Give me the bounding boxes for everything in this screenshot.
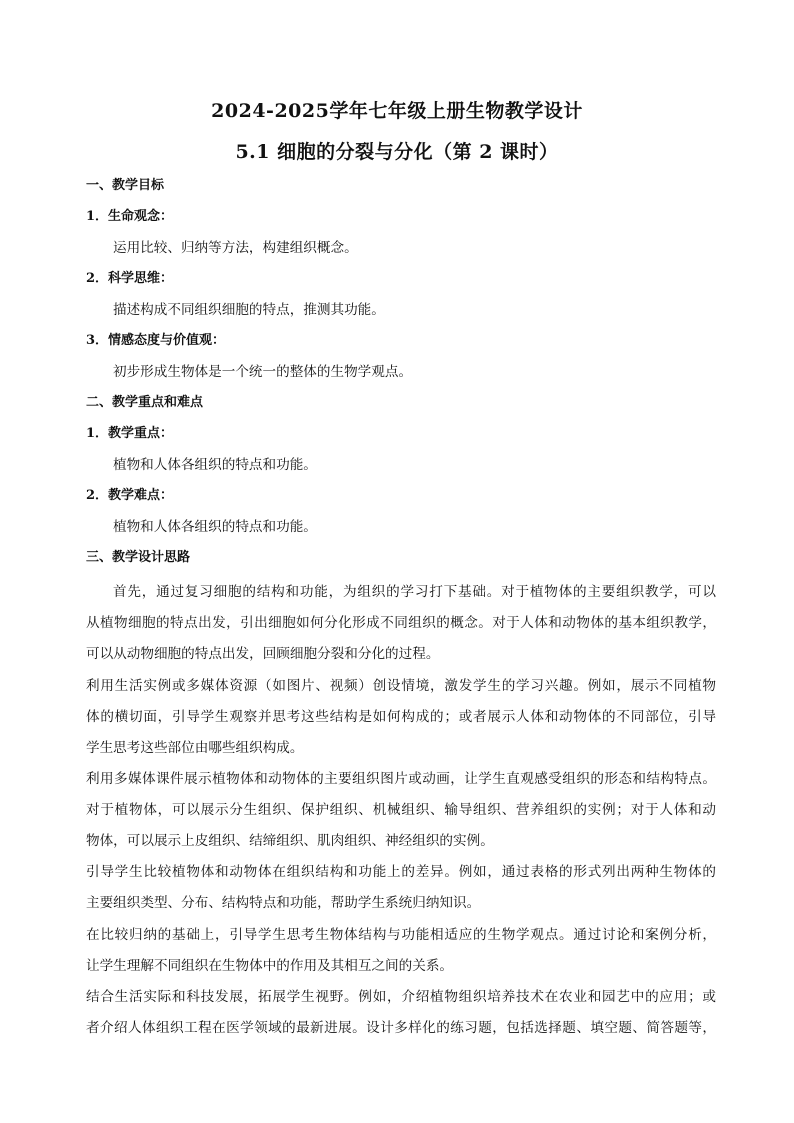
document-title: 2024-2025学年七年级上册生物教学设计	[211, 100, 583, 122]
objective-label: 1．生命观念：	[86, 209, 174, 224]
section-heading-key-points: 二、教学重点和难点	[86, 395, 204, 410]
paragraph-line: 对于植物体，可以展示分生组织、保护组织、机械组织、输导组织、营养组织的实例；对于人体和动	[86, 802, 716, 818]
lesson-title: 5.1 细胞的分裂与分化（第 2 课时）	[235, 141, 559, 163]
objective-label: 2．科学思维：	[86, 271, 174, 286]
paragraph-line: 结合生活实际和科技发展，拓展学生视野。例如，介绍植物组织培养技术在农业和园艺中的应用；或	[86, 989, 716, 1005]
paragraph-line: 让学生理解不同组织在生物体中的作用及其相互之间的关系。	[86, 958, 454, 974]
paragraph-line: 物体，可以展示上皮组织、结缔组织、肌肉组织、神经组织的实例。	[86, 833, 494, 849]
paragraph-line: 者介绍人体组织工程在医学领域的最新进展。设计多样化的练习题，包括选择题、填空题、简答题等，	[86, 1020, 716, 1036]
key-point-text: 植物和人体各组织的特点和功能。	[113, 519, 317, 535]
paragraph-line: 学生思考这些部位由哪些组织构成。	[86, 740, 304, 756]
key-point-label: 2．教学难点：	[86, 488, 174, 503]
paragraph-line: 在比较归纳的基础上，引导学生思考生物体结构与功能相适应的生物学观点。通过讨论和案例分析，	[86, 927, 716, 943]
paragraph-line: 首先，通过复习细胞的结构和功能，为组织的学习打下基础。对于植物体的主要组织教学，可以	[113, 584, 716, 600]
key-point-text: 植物和人体各组织的特点和功能。	[113, 457, 317, 473]
objective-text: 初步形成生物体是一个统一的整体的生物学观点。	[113, 364, 413, 380]
objective-text: 运用比较、归纳等方法，构建组织概念。	[113, 240, 358, 256]
paragraph-line: 体的横切面，引导学生观察并思考这些结构是如何构成的；或者展示人体和动物体的不同部位，引导	[86, 709, 716, 725]
paragraph-line: 可以从动物细胞的特点出发，回顾细胞分裂和分化的过程。	[86, 646, 440, 662]
key-point-label: 1．教学重点：	[86, 426, 174, 441]
paragraph-line: 从植物细胞的特点出发，引出细胞如何分化形成不同组织的概念。对于人体和动物体的基本组织教学，	[86, 615, 716, 631]
section-heading-design: 三、教学设计思路	[86, 550, 191, 565]
objective-label: 3．情感态度与价值观：	[86, 333, 226, 348]
paragraph-line: 利用多媒体课件展示植物体和动物体的主要组织图片或动画，让学生直观感受组织的形态和结构特点。	[86, 771, 716, 787]
section-heading-objectives: 一、教学目标	[86, 178, 165, 193]
paragraph-line: 引导学生比较植物体和动物体在组织结构和功能上的差异。例如，通过表格的形式列出两种生物体的	[86, 864, 716, 880]
objective-text: 描述构成不同组织细胞的特点，推测其功能。	[113, 302, 385, 318]
paragraph-line: 利用生活实例或多媒体资源（如图片、视频）创设情境，激发学生的学习兴趣。例如，展示不同植物	[86, 678, 716, 694]
paragraph-line: 主要组织类型、分布、结构特点和功能，帮助学生系统归纳知识。	[86, 895, 481, 911]
